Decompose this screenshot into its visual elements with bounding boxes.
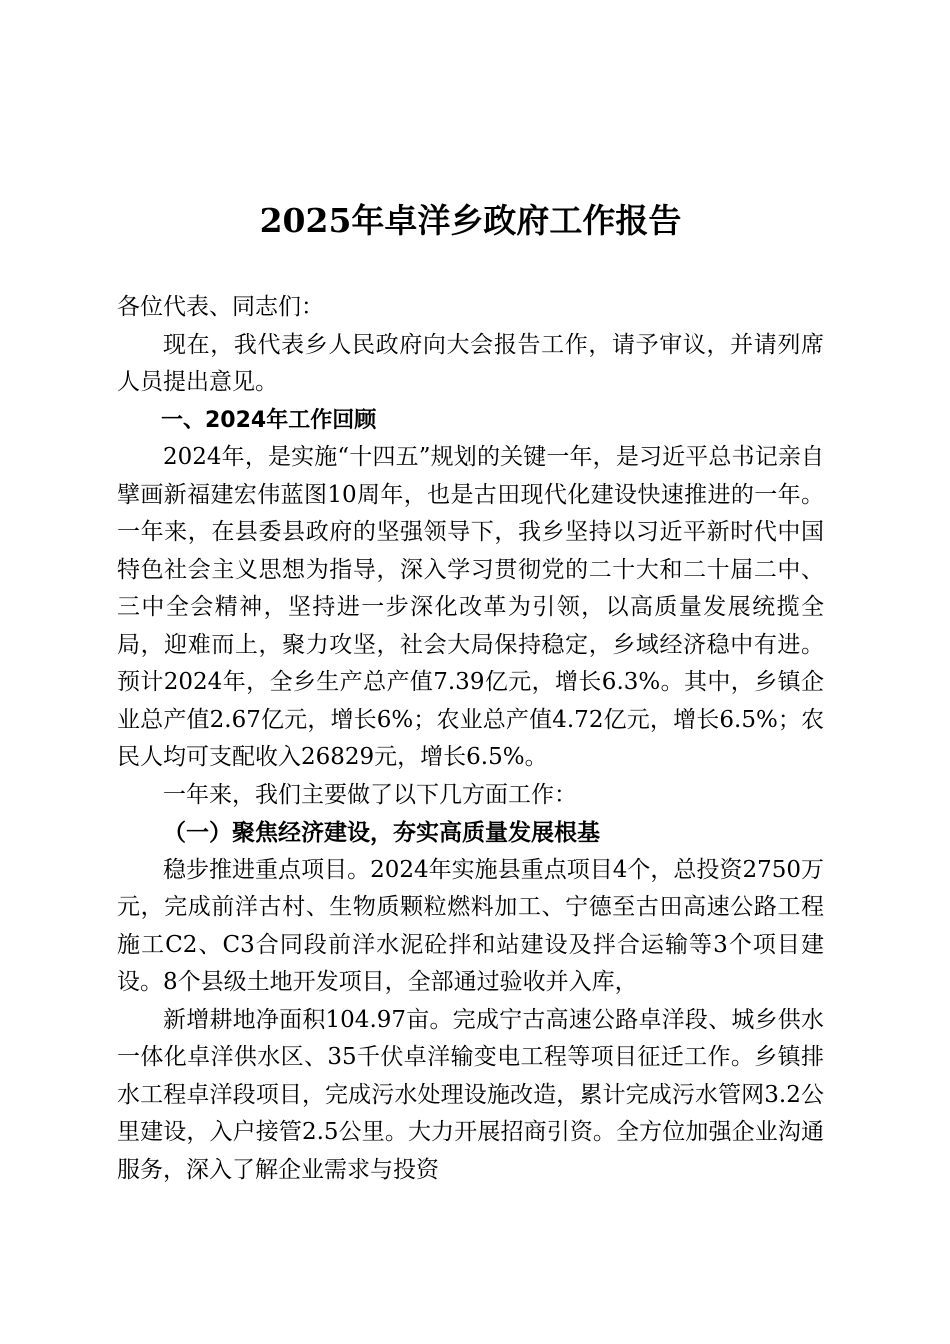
work-summary-paragraph: 一年来，我们主要做了以下几方面工作： [163,781,577,808]
document-page [117,0,824,1344]
section-heading-review: 一、2024年工作回顾 [161,407,377,433]
key-projects-paragraph: 稳步推进重点项目。2024年实施县重点项目4个，总投资2750万元，完成前洋古村、生物质颗粒燃料加工、宁德至古田高速公路工程施工C2、C3合同段前洋水泥砼拌和站建设及拌合运输等3个项目建设。8个县级土地开发项目，全部通过验收并入库， [117,856,824,995]
document-body [117,289,824,1189]
overview-paragraph: 2024年，是实施“十四五”规划的关键一年，是习近平总书记亲自擘画新福建宏伟蓝图10周年，也是古田现代化建设快速推进的一年。一年来，在县委县政府的坚强领导下，我乡坚持以习近平新时代中国特色社会主义思想为指导，深入学习贯彻党的二十大和二十届二中、三中全会精神，坚持进一步深化改革为引领，以高质量发展统揽全局，迎难而上，聚力攻坚，社会大局保持稳定，乡域经济稳中有进。预计2024年，全乡生产总产值7.39亿元，增长6.3%。其中，乡镇企业总产值2.67亿元，增长6%；农业总产值4.72亿元，增长6.5%；农民人均可支配收入26829元，增长6.5%。 [117,444,824,770]
land-and-investment-paragraph: 新增耕地净面积104.97亩。完成宁古高速公路卓洋段、城乡供水一体化卓洋供水区、35千伏卓洋输变电工程等项目征迁工作。乡镇排水工程卓洋段项目，完成污水处理设施改造，累计完成污水管网3.2公里建设，入户接管2.5公里。大力开展招商引资。全方位加强企业沟通服务，深入了解企业需求与投资 [117,1006,824,1183]
document-title: 2025年卓洋乡政府工作报告 [259,201,682,240]
subsection-heading-economy: （一）聚焦经济建设，夯实高质量发展根基 [163,819,600,846]
intro-paragraph: 现在，我代表乡人民政府向大会报告工作，请予审议，并请列席人员提出意见。 [117,331,824,395]
salutation: 各位代表、同志们： [117,294,324,320]
